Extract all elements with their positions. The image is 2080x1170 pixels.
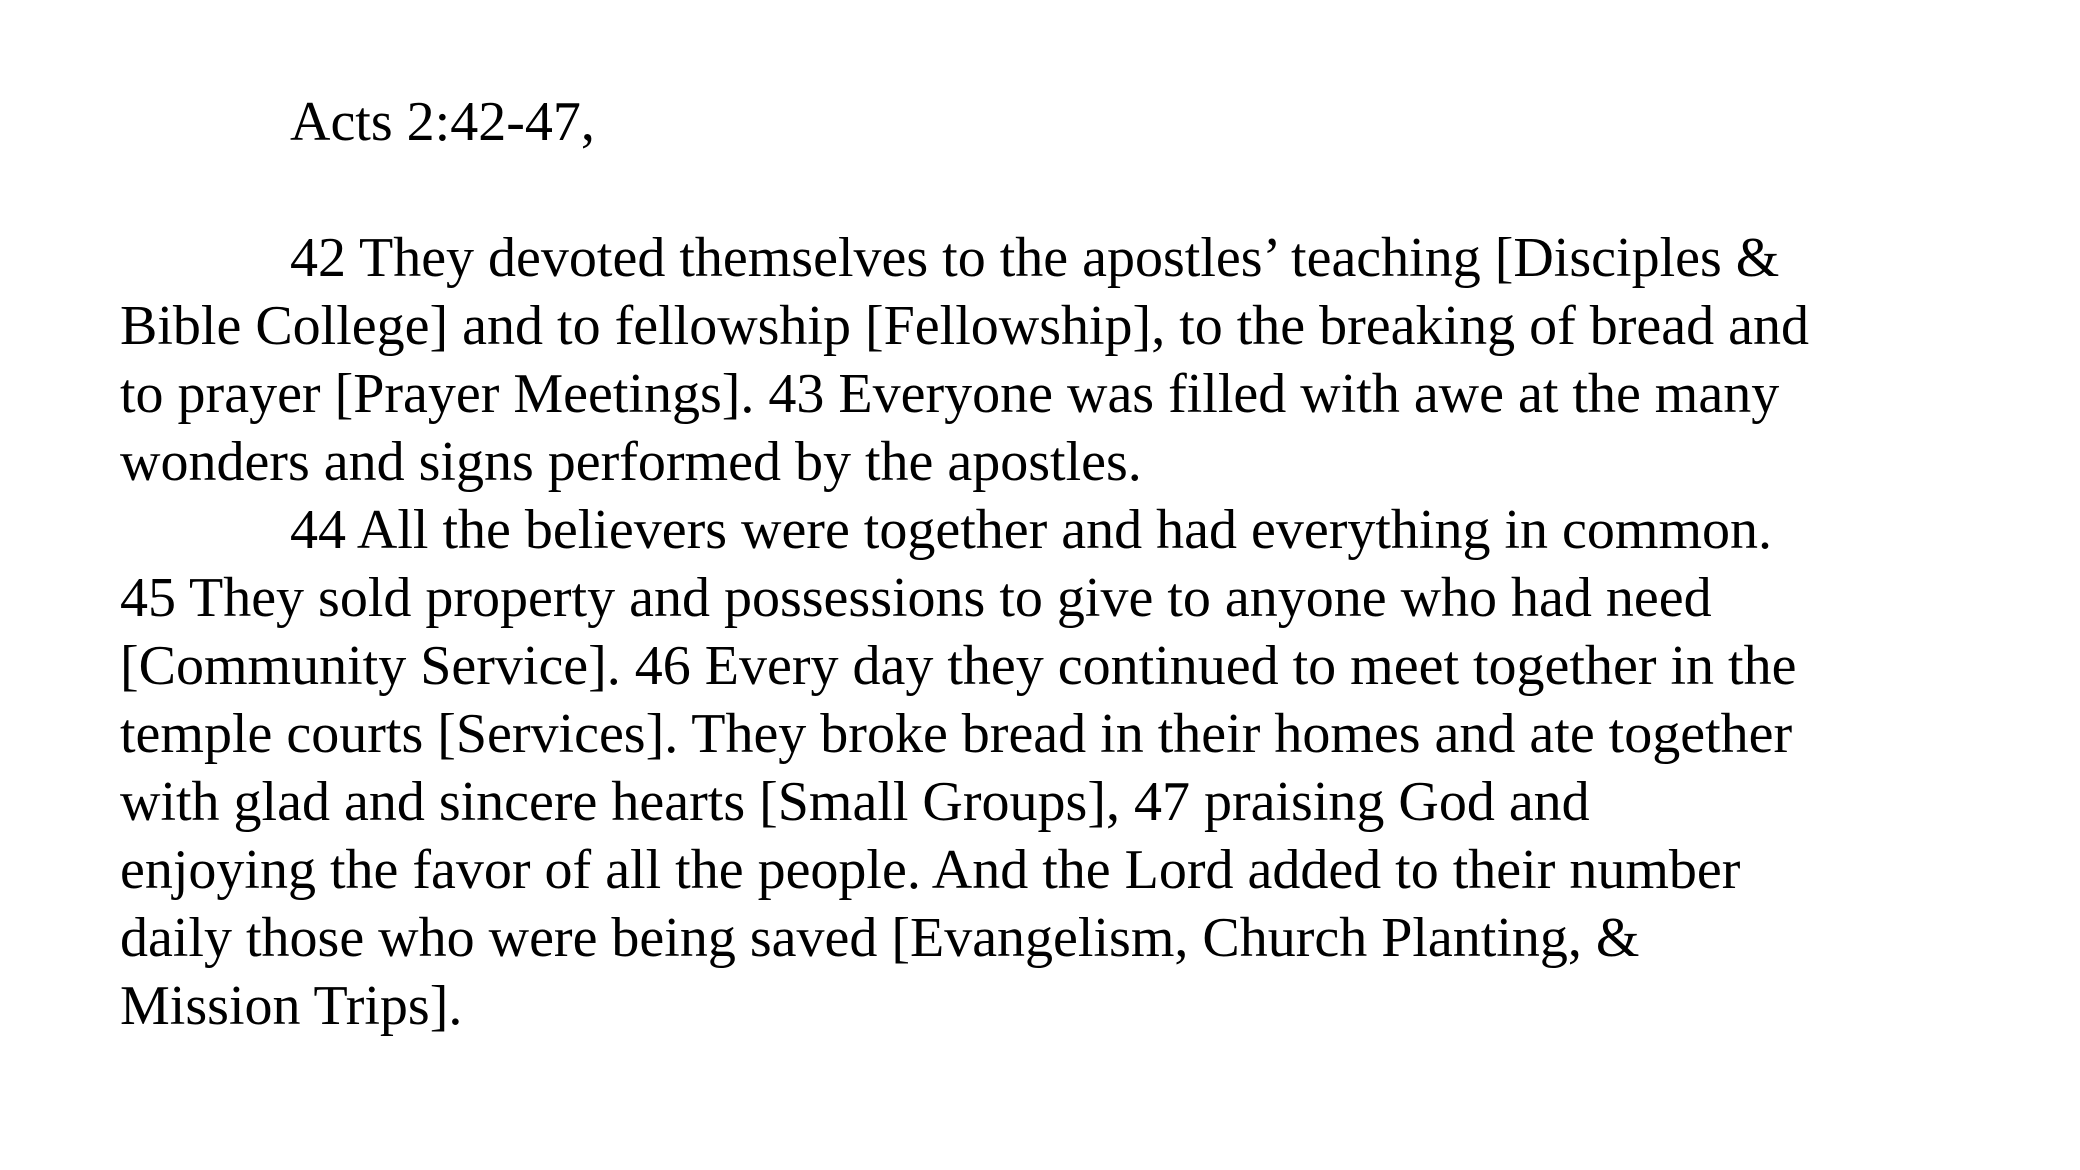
passage-reference: Acts 2:42-47, [290,91,595,153]
document-body [120,88,2000,1040]
text-line: Mission Trips]. [120,975,463,1037]
text-line: enjoying the favor of all the people. And the Lord added to their number [120,839,1741,901]
text-line: with glad and sincere hearts [Small Groups], 47 praising God and [120,771,1590,833]
text-line: 45 They sold property and possessions to give to anyone who had need [120,567,1712,629]
text-line: wonders and signs performed by the apostles. [120,431,1142,493]
text-line: [Community Service]. 46 Every day they continued to meet together in the [120,635,1797,697]
paragraph-verses-44-47 [120,496,2000,1040]
text-line: Bible College] and to fellowship [Fellowship], to the breaking of bread and [120,295,1809,357]
text-line: to prayer [Prayer Meetings]. 43 Everyone was filled with awe at the many [120,363,1780,425]
text-line: 42 They devoted themselves to the apostles’ teaching [Disciples & [290,227,1780,289]
blank-line [120,156,2000,224]
text-line: daily those who were being saved [Evangelism, Church Planting, & [120,907,1640,969]
text-line: temple courts [Services]. They broke bread in their homes and ate together [120,703,1793,765]
text-line: 44 All the believers were together and had everything in common. [290,499,1773,561]
paragraph-verses-42-43 [120,224,2000,496]
